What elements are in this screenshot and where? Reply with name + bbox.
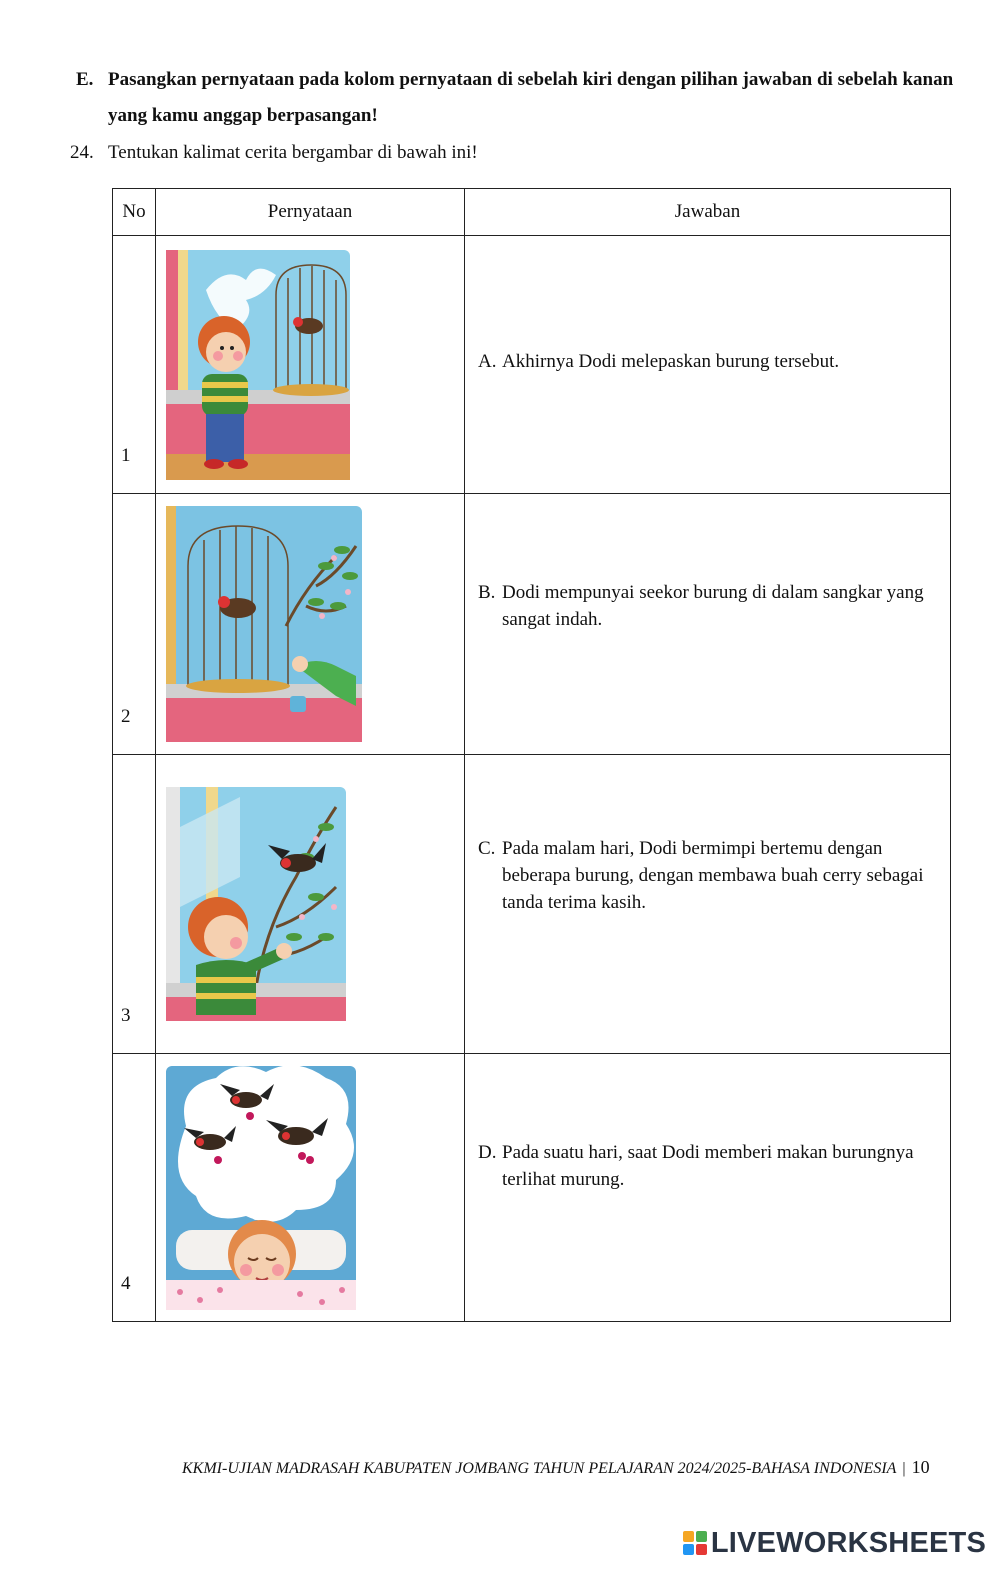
table-header-row xyxy=(113,189,951,236)
instruction-text: Pasangkan pernyataan pada kolom pernyataan di sebelah kiri dengan pilihan jawaban di sebelah kanan yang kamu anggap berpasangan! xyxy=(108,69,954,126)
header-answer: Jawaban xyxy=(465,189,951,236)
footer-separator: | xyxy=(902,1460,906,1477)
page-footer xyxy=(182,1457,930,1478)
table-row xyxy=(113,236,951,494)
answer-cell xyxy=(465,1054,951,1322)
table-row xyxy=(113,1054,951,1322)
footer-text: KKMI-UJIAN MADRASAH KABUPATEN JOMBANG TAHUN PELAJARAN 2024/2025-BAHASA INDONESIA xyxy=(182,1460,897,1477)
answer-cell xyxy=(465,755,951,1054)
table-row xyxy=(113,755,951,1054)
answer-cell xyxy=(465,236,951,494)
answer-text: Akhirnya Dodi melepaskan burung tersebut. xyxy=(502,351,840,372)
boy-releasing-bird-illustration xyxy=(166,787,346,1021)
liveworksheets-logo-icon xyxy=(683,1531,707,1555)
answer-text: Pada malam hari, Dodi bermimpi bertemu dengan beberapa burung, dengan membawa buah cerry sebagai tanda terima kasih. xyxy=(502,837,924,913)
row-number: 2 xyxy=(113,494,156,755)
answer-label: A. xyxy=(478,351,497,372)
row-number: 3 xyxy=(113,755,156,1054)
liveworksheets-brand xyxy=(683,1526,986,1560)
row-number: 1 xyxy=(113,236,156,494)
matching-table xyxy=(112,188,951,1322)
question-number: 24. xyxy=(70,142,94,163)
table-row xyxy=(113,494,951,755)
answer-label: C. xyxy=(478,837,496,859)
answer-cell xyxy=(465,494,951,755)
boy-looking-at-caged-bird-illustration xyxy=(166,250,350,480)
row-number: 4 xyxy=(113,1054,156,1322)
answer-text: Pada suatu hari, saat Dodi memberi makan burungnya terlihat murung. xyxy=(502,1141,914,1190)
answer-text: Dodi mempunyai seekor burung di dalam sangkar yang sangat indah. xyxy=(502,582,924,630)
bird-in-cage-being-fed-illustration xyxy=(166,506,362,742)
statement-cell xyxy=(156,1054,465,1322)
header-no: No xyxy=(113,189,156,236)
header-statement: Pernyataan xyxy=(156,189,465,236)
instruction xyxy=(76,62,956,134)
question xyxy=(70,142,478,164)
statement-cell xyxy=(156,236,465,494)
answer-label: B. xyxy=(478,582,496,603)
brand-name: LIVEWORKSHEETS xyxy=(710,1526,986,1559)
question-text: Tentukan kalimat cerita bergambar di bawah ini! xyxy=(108,142,478,163)
statement-cell xyxy=(156,494,465,755)
page-number: 10 xyxy=(911,1457,930,1477)
instruction-letter: E. xyxy=(76,69,94,90)
answer-label: D. xyxy=(478,1141,497,1163)
boy-dreaming-of-birds-illustration xyxy=(166,1066,356,1310)
statement-cell xyxy=(156,755,465,1054)
